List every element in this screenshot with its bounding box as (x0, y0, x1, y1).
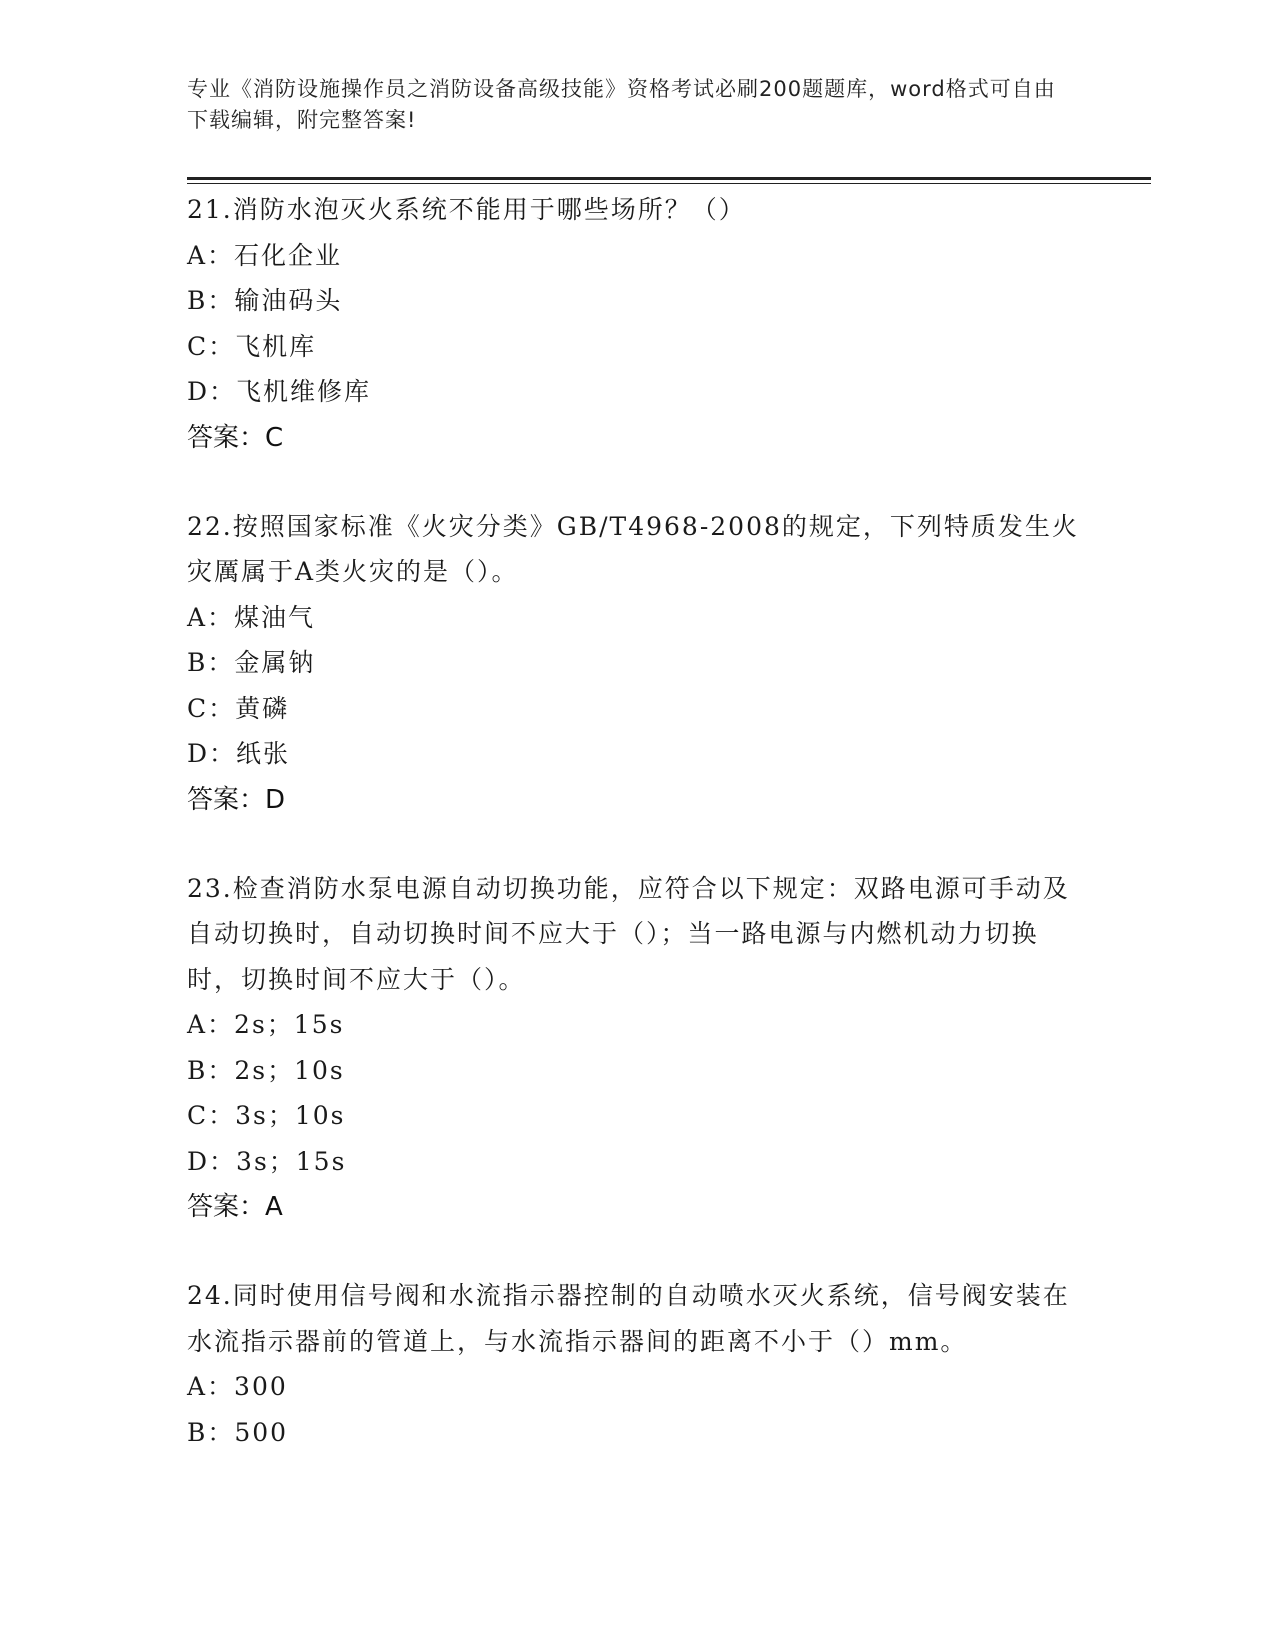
option-c: C：飞机库 (187, 331, 317, 361)
header-divider-thick (187, 177, 1151, 180)
question-stem: 24.同时使用信号阀和水流指示器控制的自动喷水灭火系统，信号阀安装在水流指示器前的管道上，与水流指示器间的距离不小于（）mm。 (187, 1281, 1070, 1356)
question-spacer (187, 461, 1087, 504)
option-b: B：2s；10s (187, 1055, 345, 1085)
option-a: A：300 (187, 1372, 288, 1401)
question-stem: 22.按照国家标准《火灾分类》GB/T4968-2008的规定，下列特质发生火灾厲属于A类火灾的是（）。 (187, 511, 1079, 586)
option-b: B：输油码头 (187, 286, 343, 315)
option-c: C：3s；10s (187, 1101, 346, 1130)
option-d: D：纸张 (187, 739, 291, 768)
question-22 (187, 504, 1087, 823)
option-b: B：金属钠 (187, 648, 316, 677)
option-a: A：2s；15s (187, 1010, 345, 1039)
question-stem: 21.消防水泡灭火系统不能用于哪些场所？（） (187, 195, 746, 224)
header-divider-thin (187, 183, 1151, 184)
question-spacer (187, 1230, 1087, 1273)
question-stem: 23.检查消防水泵电源自动切换功能，应符合以下规定：双路电源可手动及自动切换时，自动切换时间不应大于（）；当一路电源与内燃机动力切换时，切换时间不应大于（）。 (187, 873, 1070, 994)
question-24 (187, 1273, 1087, 1455)
option-d: D：3s；15s (187, 1146, 347, 1176)
option-a: A：煤油气 (187, 602, 316, 632)
option-d: D：飞机维修库 (187, 377, 372, 406)
question-23 (187, 866, 1087, 1231)
option-b: B：500 (187, 1417, 289, 1447)
question-21 (187, 187, 1087, 461)
answer: 答案：C (187, 422, 284, 453)
answer: 答案：D (187, 784, 286, 815)
option-c: C：黄磷 (187, 693, 290, 723)
question-spacer (187, 823, 1087, 866)
question-list (187, 187, 1087, 1455)
option-a: A：石化企业 (187, 240, 343, 270)
answer: 答案：A (187, 1192, 283, 1222)
document-header: 专业《消防设施操作员之消防设备高级技能》资格考试必刷200题题库，word格式可自由下载编辑，附完整答案! (187, 77, 1056, 132)
